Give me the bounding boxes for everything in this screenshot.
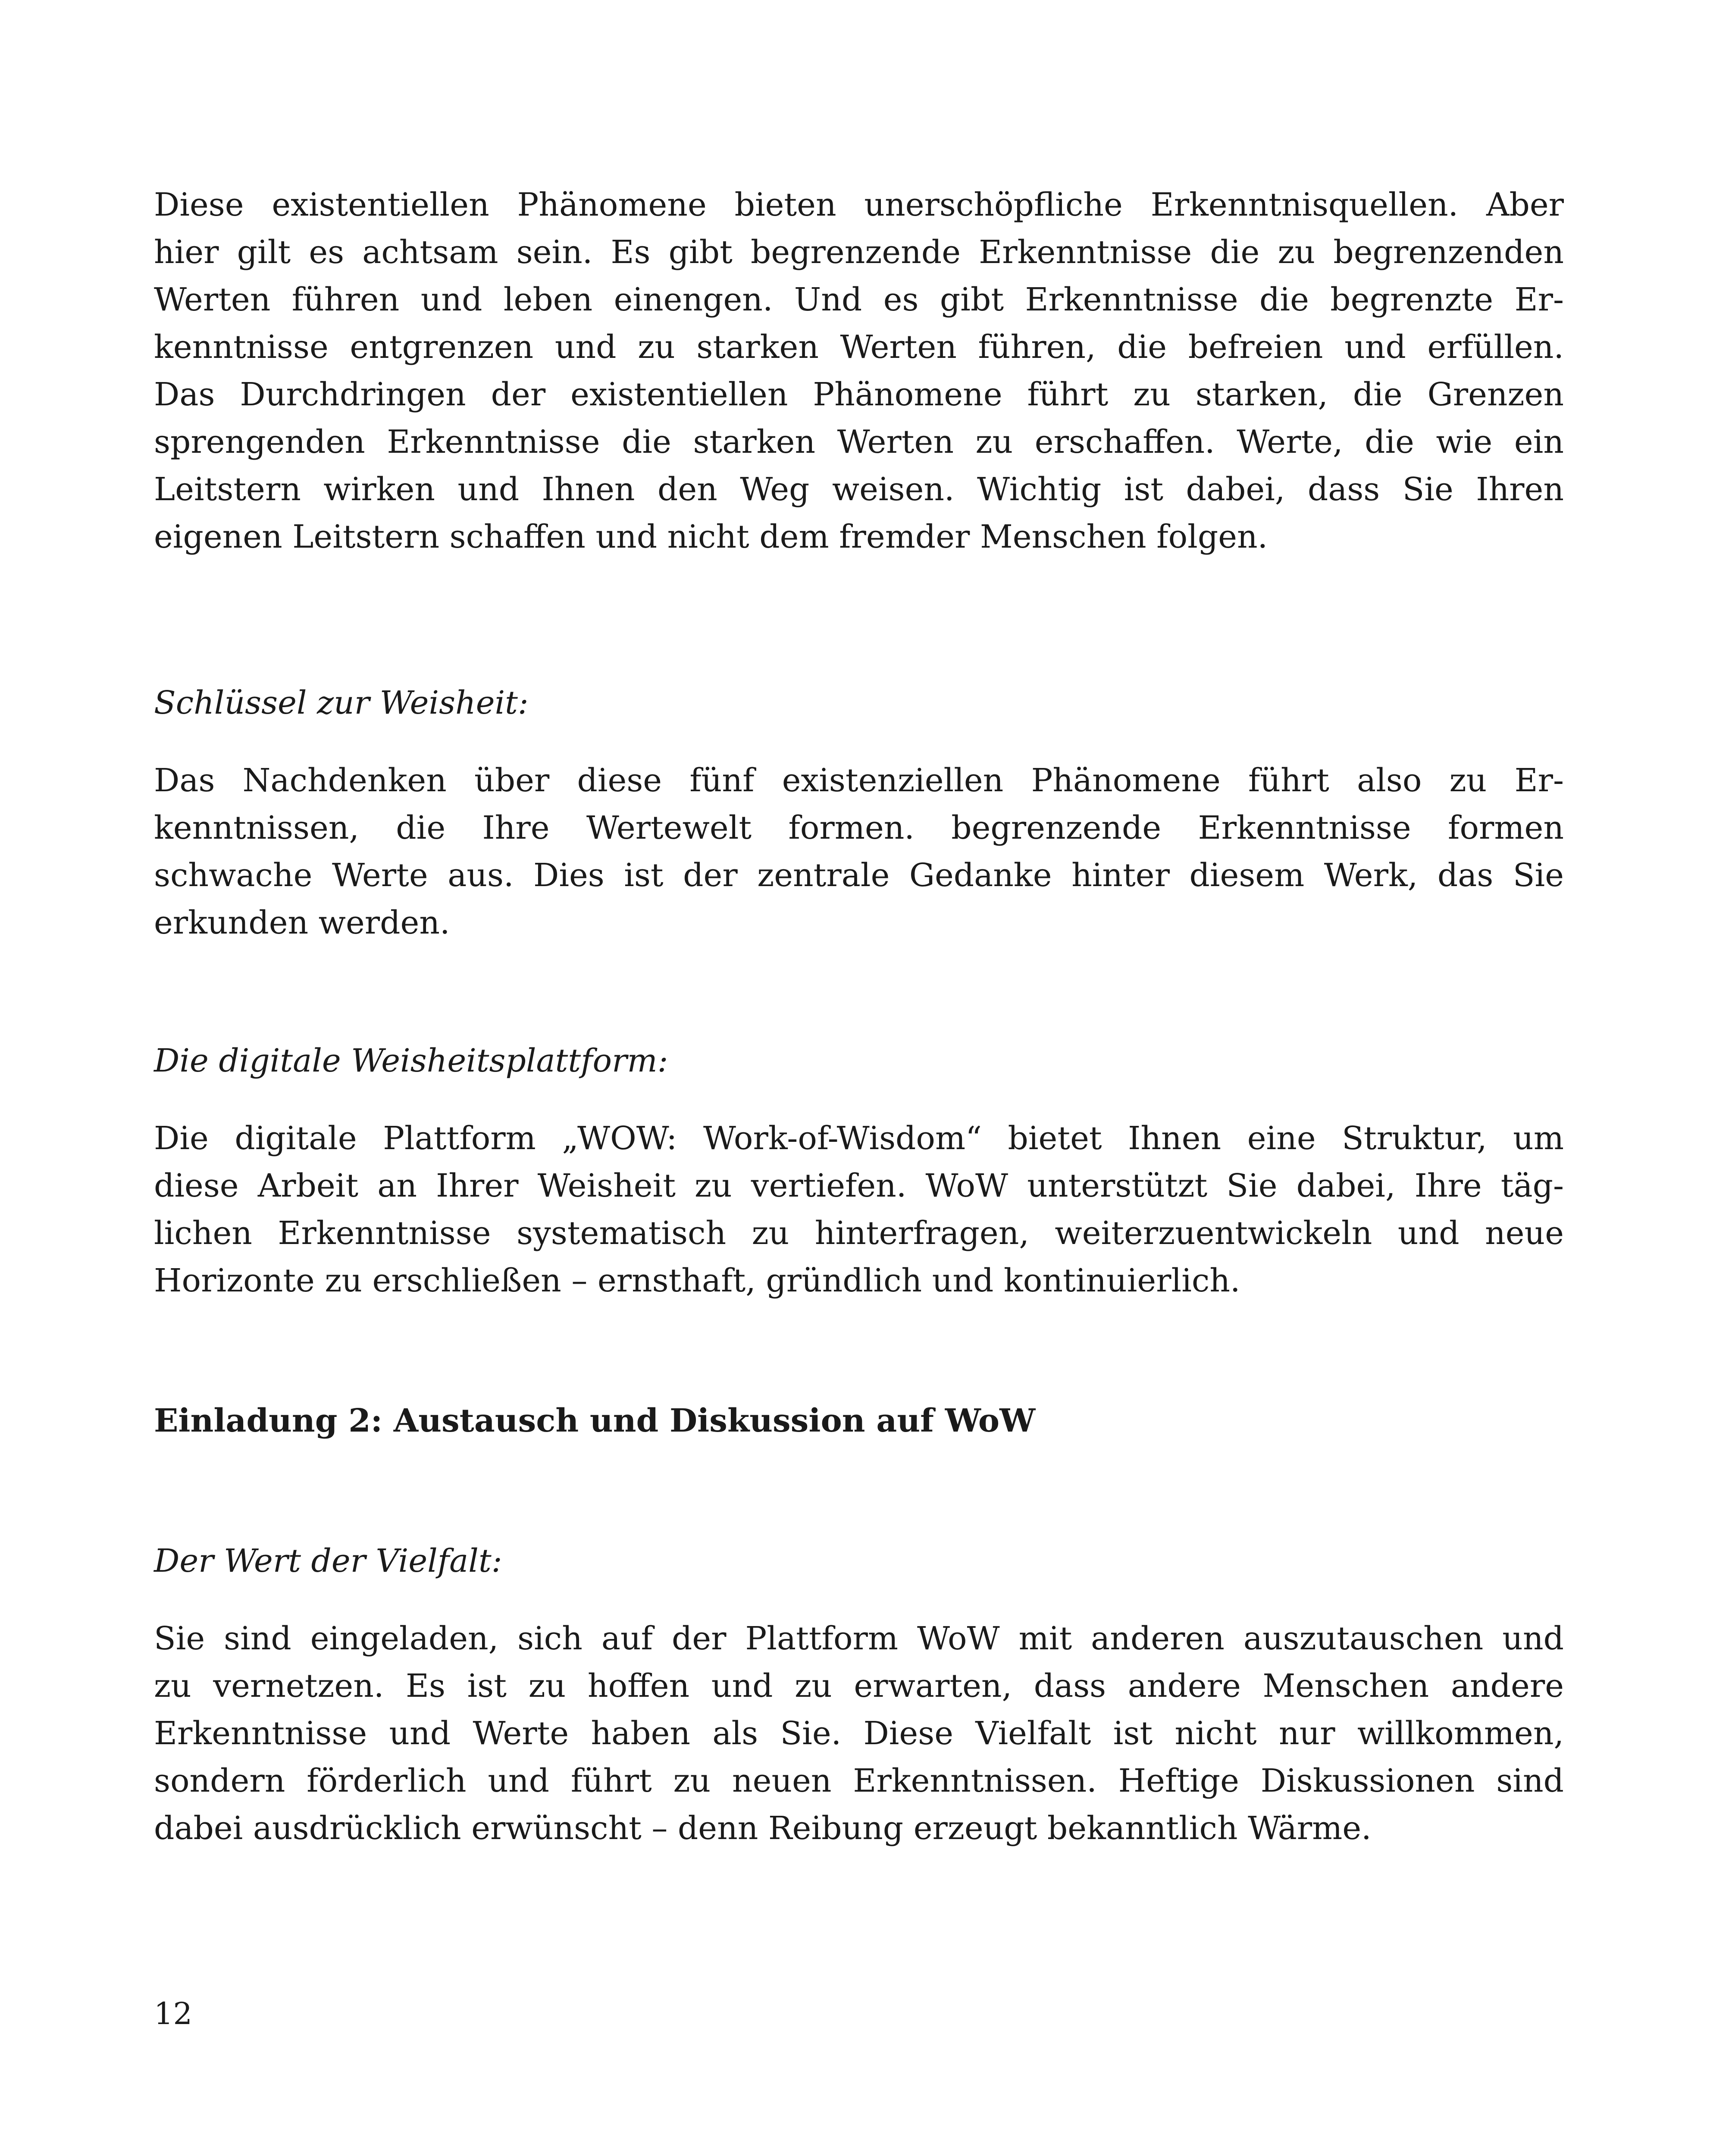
text-line: kenntnisse entgrenzen und zu starken Werten führen, die befreien und erfüllen.: [154, 329, 1564, 366]
text-line: sprengenden Erkenntnisse die starken Werten zu erschaffen. Werte, die wie ein: [154, 423, 1564, 461]
subheading-key-to-wisdom: Schlüssel zur Weisheit:: [154, 684, 529, 721]
text-line: sondern förderlich und führt zu neuen Erkenntnissen. Heftige Diskussionen sind: [154, 1762, 1564, 1799]
paragraph-phenomena: [154, 181, 1564, 561]
text-line: diese Arbeit an Ihrer Weisheit zu vertiefen. WoW unterstützt Sie dabei, Ihre täg-: [154, 1167, 1564, 1204]
text-line: kenntnissen, die Ihre Wertewelt formen. begrenzende Erkenntnisse formen: [154, 809, 1564, 846]
text-line: Das Durchdringen der existentiellen Phänomene führt zu starken, die Grenzen: [154, 376, 1564, 413]
text-line: Werten führen und leben einengen. Und es gibt Erkenntnisse die begrenzte Er-: [154, 281, 1564, 318]
paragraph-value-of-diversity: [154, 1615, 1564, 1852]
text-line: dabei ausdrücklich erwünscht – denn Reibung erzeugt bekanntlich Wärme.: [154, 1810, 1372, 1847]
text-line: Das Nachdenken über diese fünf existenziellen Phänomene führt also zu Er-: [154, 762, 1564, 799]
text-line: Horizonte zu erschließen – ernsthaft, gründlich und kontinuierlich.: [154, 1262, 1240, 1299]
text-line: erkunden werden.: [154, 904, 450, 941]
invitation-heading: Einladung 2: Austausch und Diskussion auf WoW: [154, 1402, 1036, 1439]
text-line: eigenen Leitstern schaffen und nicht dem fremder Menschen folgen.: [154, 518, 1268, 555]
text-line: Leitstern wirken und Ihnen den Weg weisen. Wichtig ist dabei, dass Sie Ihren: [154, 471, 1564, 508]
subheading-digital-platform: Die digitale Weisheitsplattform:: [154, 1042, 668, 1079]
paragraph-digital-platform: [154, 1115, 1564, 1304]
text-line: zu vernetzen. Es ist zu hoffen und zu erwarten, dass andere Menschen andere: [154, 1667, 1564, 1705]
text-line: schwache Werte aus. Dies ist der zentrale Gedanke hinter diesem Werk, das Sie: [154, 857, 1564, 894]
subheading-value-of-diversity: Der Wert der Vielfalt:: [154, 1542, 502, 1579]
paragraph-key-to-wisdom: [154, 757, 1564, 946]
text-line: Sie sind eingeladen, sich auf der Plattform WoW mit anderen auszutauschen und: [154, 1620, 1564, 1657]
text-line: Erkenntnisse und Werte haben als Sie. Diese Vielfalt ist nicht nur willkommen,: [154, 1715, 1564, 1752]
text-line: Die digitale Plattform „WOW: Work-of-Wisdom“ bietet Ihnen eine Struktur, um: [154, 1120, 1564, 1157]
text-line: hier gilt es achtsam sein. Es gibt begrenzende Erkenntnisse die zu begrenzenden: [154, 234, 1564, 271]
text-line: Diese existentiellen Phänomene bieten unerschöpfliche Erkenntnisquellen. Aber: [154, 186, 1564, 223]
text-line: lichen Erkenntnisse systematisch zu hinterfragen, weiterzuentwickeln und neue: [154, 1215, 1564, 1252]
page-number: 12: [154, 1996, 193, 2031]
